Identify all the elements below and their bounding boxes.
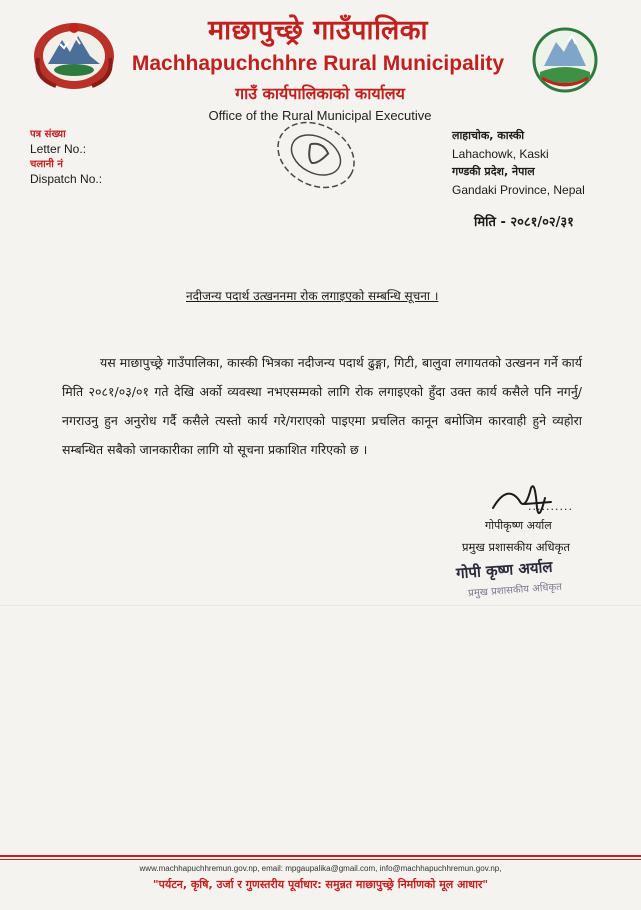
province-en: Gandaki Province, Nepal — [452, 183, 585, 197]
letter-reference-block — [30, 127, 102, 187]
place-en: Lahachowk, Kaski — [452, 147, 549, 161]
municipality-logo-icon — [532, 22, 598, 100]
office-name-nepali: गाउँ कार्यपालिकाको कार्यालय — [235, 84, 405, 103]
letter-no-label-en: Letter No.: — [30, 142, 87, 156]
nepal-emblem-icon — [30, 18, 118, 92]
dispatch-no-label-np: चलानी नं — [30, 159, 63, 170]
signer-name: गोपीकृष्ण अर्याल — [485, 519, 552, 532]
municipality-name-english: Machhapuchchhre Rural Municipality — [131, 52, 505, 75]
office-stamp-icon — [262, 112, 370, 198]
address-block — [452, 127, 585, 199]
footer-contacts: www.machhapuchhremun.gov.np, email: mpgaupalika@gmail.com, info@machhapuchhremun.gov.np, — [139, 864, 502, 873]
footer-divider-thin — [0, 859, 641, 860]
dispatch-no-label-en: Dispatch No.: — [30, 172, 103, 186]
place-np: लाहाचोक, कास्की — [452, 129, 525, 142]
signer-title: प्रमुख प्रशासकीय अधिकृत — [462, 540, 570, 554]
signature-line: .......... — [528, 500, 573, 513]
seal-name-stamp: गोपी कृष्ण अर्याल — [455, 557, 554, 583]
notice-subject: नदीजन्य पदार्थ उत्खननमा रोक लगाइएको सम्बन्धि सूचना । — [186, 289, 439, 303]
paper-fold — [0, 605, 641, 606]
footer-divider — [0, 855, 641, 857]
letter-no-label-np: पत्र संख्या — [30, 129, 66, 140]
seal-title-stamp: प्रमुख प्रशासकीय अधिकृत — [467, 581, 563, 600]
footer-motto: "पर्यटन, कृषि, उर्जा र गुणस्तरीय पूर्वाधार: समुन्नत माछापुच्छ्रे निर्माणको मूल आधार" — [152, 878, 489, 891]
notice-body: यस माछापुच्छ्रे गाउँपालिका, कास्की भित्रका नदीजन्य पदार्थ ढुङ्गा, गिटी, बालुवा लगायतको उत्खनन गर्ने कार्य मिति २०८१/०३/०१ गते देखि अर्को व्यवस्था नभएसम्मको लागि रोक लगाइएको हुँदा उक्त कार्य कसैले पनि नगर्नु/नगराउनु हुन अनुरोध गर्दै कसैले त्यस्तो कार्य गरे/गराएको पाइएमा प्रचलित कानून बमोजिम कारवाही हुने व्यहोरा सम्बन्धित सबैको जानकारीका लागि यो सूचना प्रकाशित गरिएको छ । — [62, 355, 582, 457]
municipality-name-nepali: माछापुच्छ्रे गाउँपालिका — [207, 15, 428, 46]
province-np: गण्डकी प्रदेश, नेपाल — [452, 165, 535, 178]
letter-date: मिति - २०८१/०२/३१ — [474, 215, 574, 230]
office-name-english: Office of the Rural Municipal Executive — [208, 108, 432, 123]
